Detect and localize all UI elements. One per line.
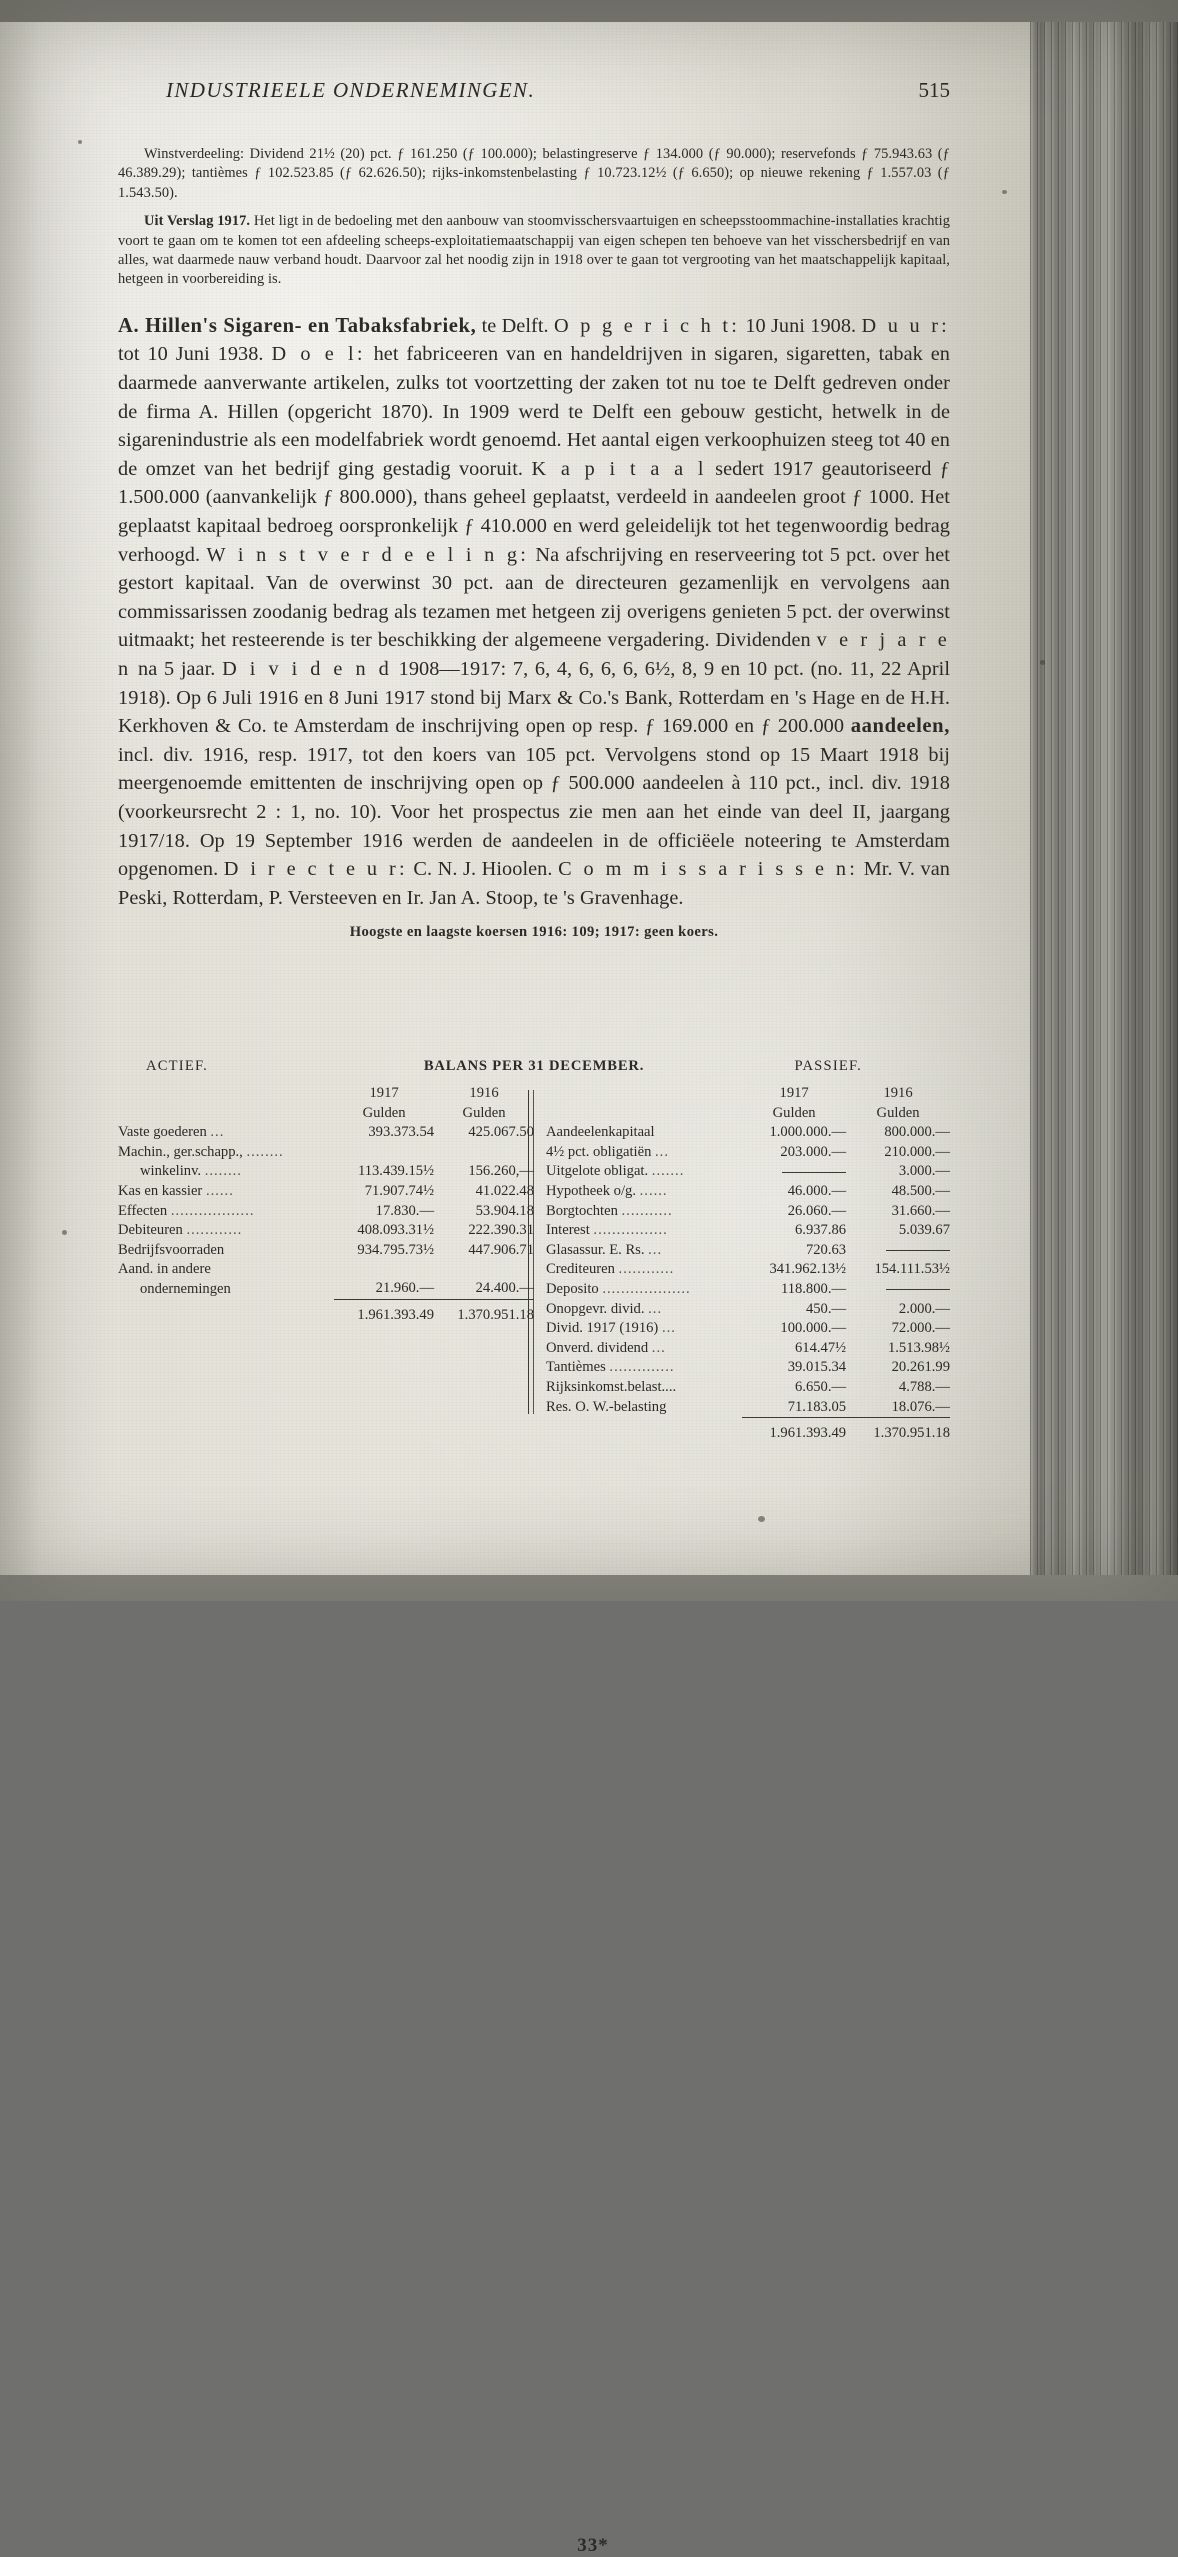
label-directeur: D i r e c t e u r: [223, 858, 408, 881]
value-doel: het fabriceeren van en handeldrijven in sigaren, sigaretten, tabak en daarmede aanverwante artikelen, zulks tot voortzetting der zaken tot nu toe te Delft gedreven onder de firma A. Hillen (opgericht 1870). In 1909 werd te Delft een gebouw gesticht, hetwelk in de sigarenindustrie als een modelfabriek wordt genoemd. Het aantal eigen verkoophuizen steeg tot 40 en de omzet van het bedrijf ging gestadig vooruit. [118, 343, 950, 480]
actief-table [118, 1084, 534, 1326]
koersen-line: Hoogste en laagste koersen 1916: 109; 1917: geen koers. [349, 924, 719, 941]
book-page-block-edge [1030, 0, 1178, 1601]
actief-row [118, 1221, 534, 1241]
actief-label: Vaste goederen ... [118, 1124, 225, 1141]
balance-header [118, 1058, 950, 1084]
actief-total-1916: 1.370.951.18 [434, 1300, 534, 1326]
value-kapitaal: sedert 1917 geautoriseerd ƒ 1.500.000 (aanvankelijk ƒ 800.000), thans geheel geplaatst, verdeeld in aandeelen groot ƒ 1000. Het geplaatst kapitaal bedroeg oorspronkelijk ƒ 410.000 en werd geleidelijk tot het tegenwoordig bedrag verhoogd. [118, 457, 950, 566]
passief-label: Rijksinkomst.belast.... [546, 1378, 677, 1395]
passief-value-1916: 1.513.98½ [887, 1339, 950, 1356]
aandeelen-rest: incl. div. 1916, resp. 1917, tot den koers van 105 pct. Vervolgens stond op 15 Maart 1918 bij meergenoemde emittenten de inschrijving open op ƒ 500.000 aandeelen à 110 pct., incl. div. 1918 (voorkeursrecht 2 : 1, no. 10). Voor het prospectus zie men aan het einde van deel II, jaargang 1917/18. Op 19 September 1916 werden de aandeelen in de officiëele noteering te Amsterdam opgenomen. [118, 743, 950, 881]
actief-label: Debiteuren ............ [118, 1222, 243, 1239]
actief-row [118, 1143, 534, 1182]
actief-label: Aand. in andere ondernemingen [118, 1261, 231, 1297]
passief-value-1917: 26.060.— [787, 1202, 847, 1219]
value-winstverdeeling: Na afschrijving en reserveering tot 5 pct. over het gestort kapitaal. Van de overwinst 30 pct. aan de directeuren gezamenlijk en vervolgens aan commissarissen zoodanig bedrag als tezamen met hetgeen zij overigens genieten 5 pct. der overwinst uitmaakt; het resteerende is ter beschikking der algemeene vergadering. Dividenden [118, 543, 950, 652]
actief-currency-1916: Gulden [462, 1104, 506, 1121]
actief-row [118, 1241, 534, 1261]
value-duur: tot 10 Juni 1938. [118, 343, 264, 366]
passief-label: Crediteuren ............ [546, 1261, 675, 1278]
label-kapitaal: K a p i t a a l [531, 457, 707, 480]
passief-total-1917: 1.961.393.49 [742, 1418, 846, 1444]
passief-value-1916: 5.039.67 [898, 1222, 950, 1239]
passief-label: Onopgevr. divid. ... [546, 1300, 663, 1317]
passief-value-1916: 20.261.99 [891, 1359, 950, 1376]
passief-label: PASSIEF. [794, 1058, 862, 1074]
passief-side [534, 1084, 950, 1444]
passief-value-1917: 71.183.05 [787, 1398, 847, 1415]
scan-speck [758, 1516, 765, 1522]
passief-row [546, 1202, 950, 1222]
paragraph-winstverdeeling [118, 145, 950, 203]
actief-value-1916: 53.904.18 [475, 1202, 534, 1219]
label-commissarissen: C o m m i s s a r i s s e n: [558, 858, 859, 881]
passief-row [546, 1398, 950, 1418]
uit-verslag-label: Uit Verslag 1917. [144, 213, 251, 230]
passief-value-1917: 341.962.13½ [769, 1261, 847, 1278]
passief-row [546, 1280, 950, 1300]
balance-columns [118, 1084, 950, 1444]
scan-speck [1002, 190, 1007, 194]
passief-row [546, 1162, 950, 1182]
actief-row [118, 1182, 534, 1202]
passief-currency-1916: Gulden [876, 1104, 920, 1121]
passief-value-1916: 48.500.— [891, 1182, 950, 1199]
passief-row [546, 1339, 950, 1359]
passief-value-1916: 18.076.— [891, 1398, 950, 1415]
folio-mark: 33* [577, 2535, 609, 2556]
passief-value-1917 [742, 1162, 846, 1182]
aandeelen-keyword: aandeelen, [850, 715, 950, 738]
passief-value-1917: 39.015.34 [787, 1359, 847, 1376]
passief-label: Borgtochten ........... [546, 1202, 673, 1219]
passief-value-1916: 2.000.— [898, 1300, 950, 1317]
passief-label: Tantièmes .............. [546, 1359, 675, 1376]
scan-speck [1040, 660, 1045, 665]
passief-value-1916: 4.788.— [898, 1378, 950, 1395]
passief-label: Aandeelenkapitaal [546, 1124, 655, 1141]
passief-value-1916: 31.660.— [891, 1202, 950, 1219]
passief-row [546, 1319, 950, 1339]
actief-year-row [118, 1084, 534, 1104]
balance-sheet [118, 1058, 950, 2556]
actief-value-1917: 393.373.54 [368, 1124, 435, 1141]
passief-year-1916: 1916 [883, 1085, 913, 1101]
actief-value-1916: 24.400.— [475, 1280, 534, 1297]
label-verjaren: v e r j a r e n [118, 629, 950, 680]
passief-value-1917: 100.000.— [780, 1320, 847, 1337]
passief-row [546, 1378, 950, 1398]
scan-speck [62, 1230, 67, 1235]
passief-value-1916: 800.000.— [884, 1124, 950, 1141]
passief-label: Interest ................ [546, 1222, 668, 1239]
passief-row [546, 1241, 950, 1261]
actief-label: Machin., ger.schapp., ........ winkelinv. ........ [118, 1143, 284, 1180]
passief-label: Uitgelote obligat. ....... [546, 1163, 685, 1180]
actief-row [118, 1123, 534, 1143]
passief-label: Res. O. W.-belasting [546, 1399, 667, 1415]
passief-row [546, 1182, 950, 1202]
company-name: A. Hillen's Sigaren- en Tabaksfabriek, [118, 314, 477, 337]
passief-row [546, 1300, 950, 1320]
actief-value-1917: 113.439.15½ [357, 1163, 435, 1180]
running-head-title: INDUSTRIEELE ONDERNEMINGEN. [166, 78, 536, 102]
passief-year-1917: 1917 [779, 1085, 809, 1101]
actief-row [118, 1260, 534, 1299]
passief-label: 4½ pct. obligatiën ... [546, 1143, 669, 1160]
passief-label: Onverd. dividend ... [546, 1339, 666, 1356]
passief-row [546, 1221, 950, 1241]
passief-value-1916: 3.000.— [898, 1163, 950, 1180]
passief-row [546, 1123, 950, 1143]
scan-top-band [0, 0, 1178, 22]
passief-row [546, 1143, 950, 1163]
passief-label: Glasassur. E. Rs. ... [546, 1241, 663, 1258]
actief-value-1916: 156.260,— [468, 1163, 534, 1180]
value-verjaren: na 5 jaar. [138, 657, 216, 680]
label-dividend: D i v i d e n d [222, 657, 392, 680]
passief-value-1917: 614.47½ [795, 1339, 847, 1356]
actief-value-1917: 934.795.73½ [357, 1241, 435, 1258]
actief-total-1917: 1.961.393.49 [334, 1300, 434, 1326]
passief-total-row [546, 1418, 950, 1444]
actief-value-1917: 408.093.31½ [357, 1222, 435, 1239]
passief-value-1916: 154.111.53½ [874, 1261, 950, 1278]
value-directeur: C. N. J. Hioolen. [413, 858, 553, 881]
actief-label: Kas en kassier ...... [118, 1182, 234, 1199]
label-winstverdeeling: W i n s t v e r d e e l i n g: [206, 543, 530, 566]
actief-label: Bedrijfsvoorraden [118, 1241, 225, 1258]
text-column [118, 78, 950, 941]
passief-value-1916 [846, 1241, 950, 1261]
passief-value-1917: 46.000.— [787, 1182, 847, 1199]
actief-label: Effecten .................. [118, 1202, 255, 1219]
actief-value-1916: 425.067.50 [468, 1124, 534, 1141]
passief-row [546, 1358, 950, 1378]
passief-value-1917: 450.— [805, 1300, 847, 1317]
passief-value-1917: 720.63 [805, 1241, 847, 1258]
winstverdeeling-text: Winstverdeeling: Dividend 21½ (20) pct. ƒ 161.250 (ƒ 100.000); belastingreserve ƒ 134.000 (ƒ 90.000); reservefonds ƒ 75.943.63 (ƒ 46.389.29); tantièmes ƒ 102.523.85 (ƒ 62.626.50); rijks-inkomstenbelasting ƒ 10.723.12½ (ƒ 6.650); op nieuwe rekening ƒ 1.557.03 (ƒ 1.543.50). [118, 146, 950, 201]
paragraph-uit-verslag [118, 212, 950, 290]
scan-bottom-band [0, 1575, 1178, 1601]
actief-value-1916: 222.390.31 [468, 1222, 534, 1239]
passief-label: Deposito ................... [546, 1280, 691, 1297]
running-head [118, 78, 950, 103]
passief-value-1917: 118.800.— [780, 1280, 847, 1297]
actief-value-1917: 17.830.— [375, 1202, 435, 1219]
actief-year-1917: 1917 [369, 1085, 399, 1101]
scan-speck [78, 140, 82, 144]
passief-row [546, 1260, 950, 1280]
passief-table [546, 1084, 950, 1444]
passief-value-1917: 6.650.— [795, 1378, 847, 1395]
passief-value-1917: 6.937.86 [795, 1222, 847, 1239]
label-opgericht: O p g e r i c h t: [553, 314, 741, 337]
actief-value-1917: 21.960.— [375, 1280, 435, 1297]
value-opgericht: 10 Juni 1908. [745, 314, 857, 337]
passief-total-1916: 1.370.951.18 [846, 1418, 950, 1444]
actief-value-1916: 447.906.71 [468, 1241, 534, 1258]
balance-title: BALANS PER 31 DECEMBER. [423, 1058, 645, 1074]
value-commissarissen: Mr. V. van Peski, Rotterdam, P. Versteeven en Ir. Jan A. Stoop, te 's Gravenhage. [118, 858, 950, 909]
passief-label: Hypotheek o/g. ...... [546, 1182, 668, 1199]
actief-value-1916: 41.022.48 [475, 1182, 534, 1199]
actief-currency-1917: Gulden [362, 1104, 406, 1121]
passief-value-1917: 1.000.000.— [769, 1124, 847, 1141]
uit-verslag-text: Het ligt in de bedoeling met den aanbouw van stoomvisschersvaartuigen en scheepsstoommachine-installaties krachtig voort te gaan om te komen tot een afdeeling scheeps-exploitatiemaatschappij van eigen schepen ten behoeve van het visschersbedrijf en van alles, wat daarmede nauw verband houdt. Daarvoor zal het noodig zijn in 1918 over te gaan tot vergrooting van het maatschappelijk kapitaal, hetgeen in voorbereiding is. [118, 213, 950, 288]
actief-label: ACTIEF. [146, 1058, 208, 1074]
actief-currency-row [118, 1104, 534, 1124]
value-dividend: 1908—1917: 7, 6, 4, 6, 6, 6, 6½, 8, 9 en 10 pct. (no. 11, 22 April 1918). Op 6 Juli 1916 en 8 Juni 1917 stond bij Marx & Co.'s Bank, Rotterdam en 's Hage en de H.H. Kerkhoven & Co. te Amsterdam de inschrijving open op resp. ƒ 169.000 en ƒ 200.000 [118, 657, 951, 738]
passief-value-1917: 203.000.— [780, 1143, 847, 1160]
passief-label: Divid. 1917 (1916) ... [546, 1320, 676, 1337]
passief-value-1916: 72.000.— [891, 1320, 950, 1337]
passief-value-1916 [846, 1280, 950, 1300]
passief-currency-1917: Gulden [772, 1104, 816, 1121]
page-number: 515 [918, 78, 950, 102]
passief-value-1916: 210.000.— [884, 1143, 950, 1160]
actief-total-row [118, 1300, 534, 1326]
actief-year-1916: 1916 [469, 1085, 499, 1101]
actief-row [118, 1202, 534, 1222]
actief-value-1917: 71.907.74½ [364, 1182, 435, 1199]
company-location: te Delft. [481, 314, 549, 337]
actief-side [118, 1084, 534, 1444]
label-duur: D u u r: [861, 314, 951, 337]
passief-currency-row [546, 1104, 950, 1124]
paragraph-company [118, 312, 950, 912]
passief-year-row [546, 1084, 950, 1104]
label-doel: D o e l: [271, 343, 366, 366]
